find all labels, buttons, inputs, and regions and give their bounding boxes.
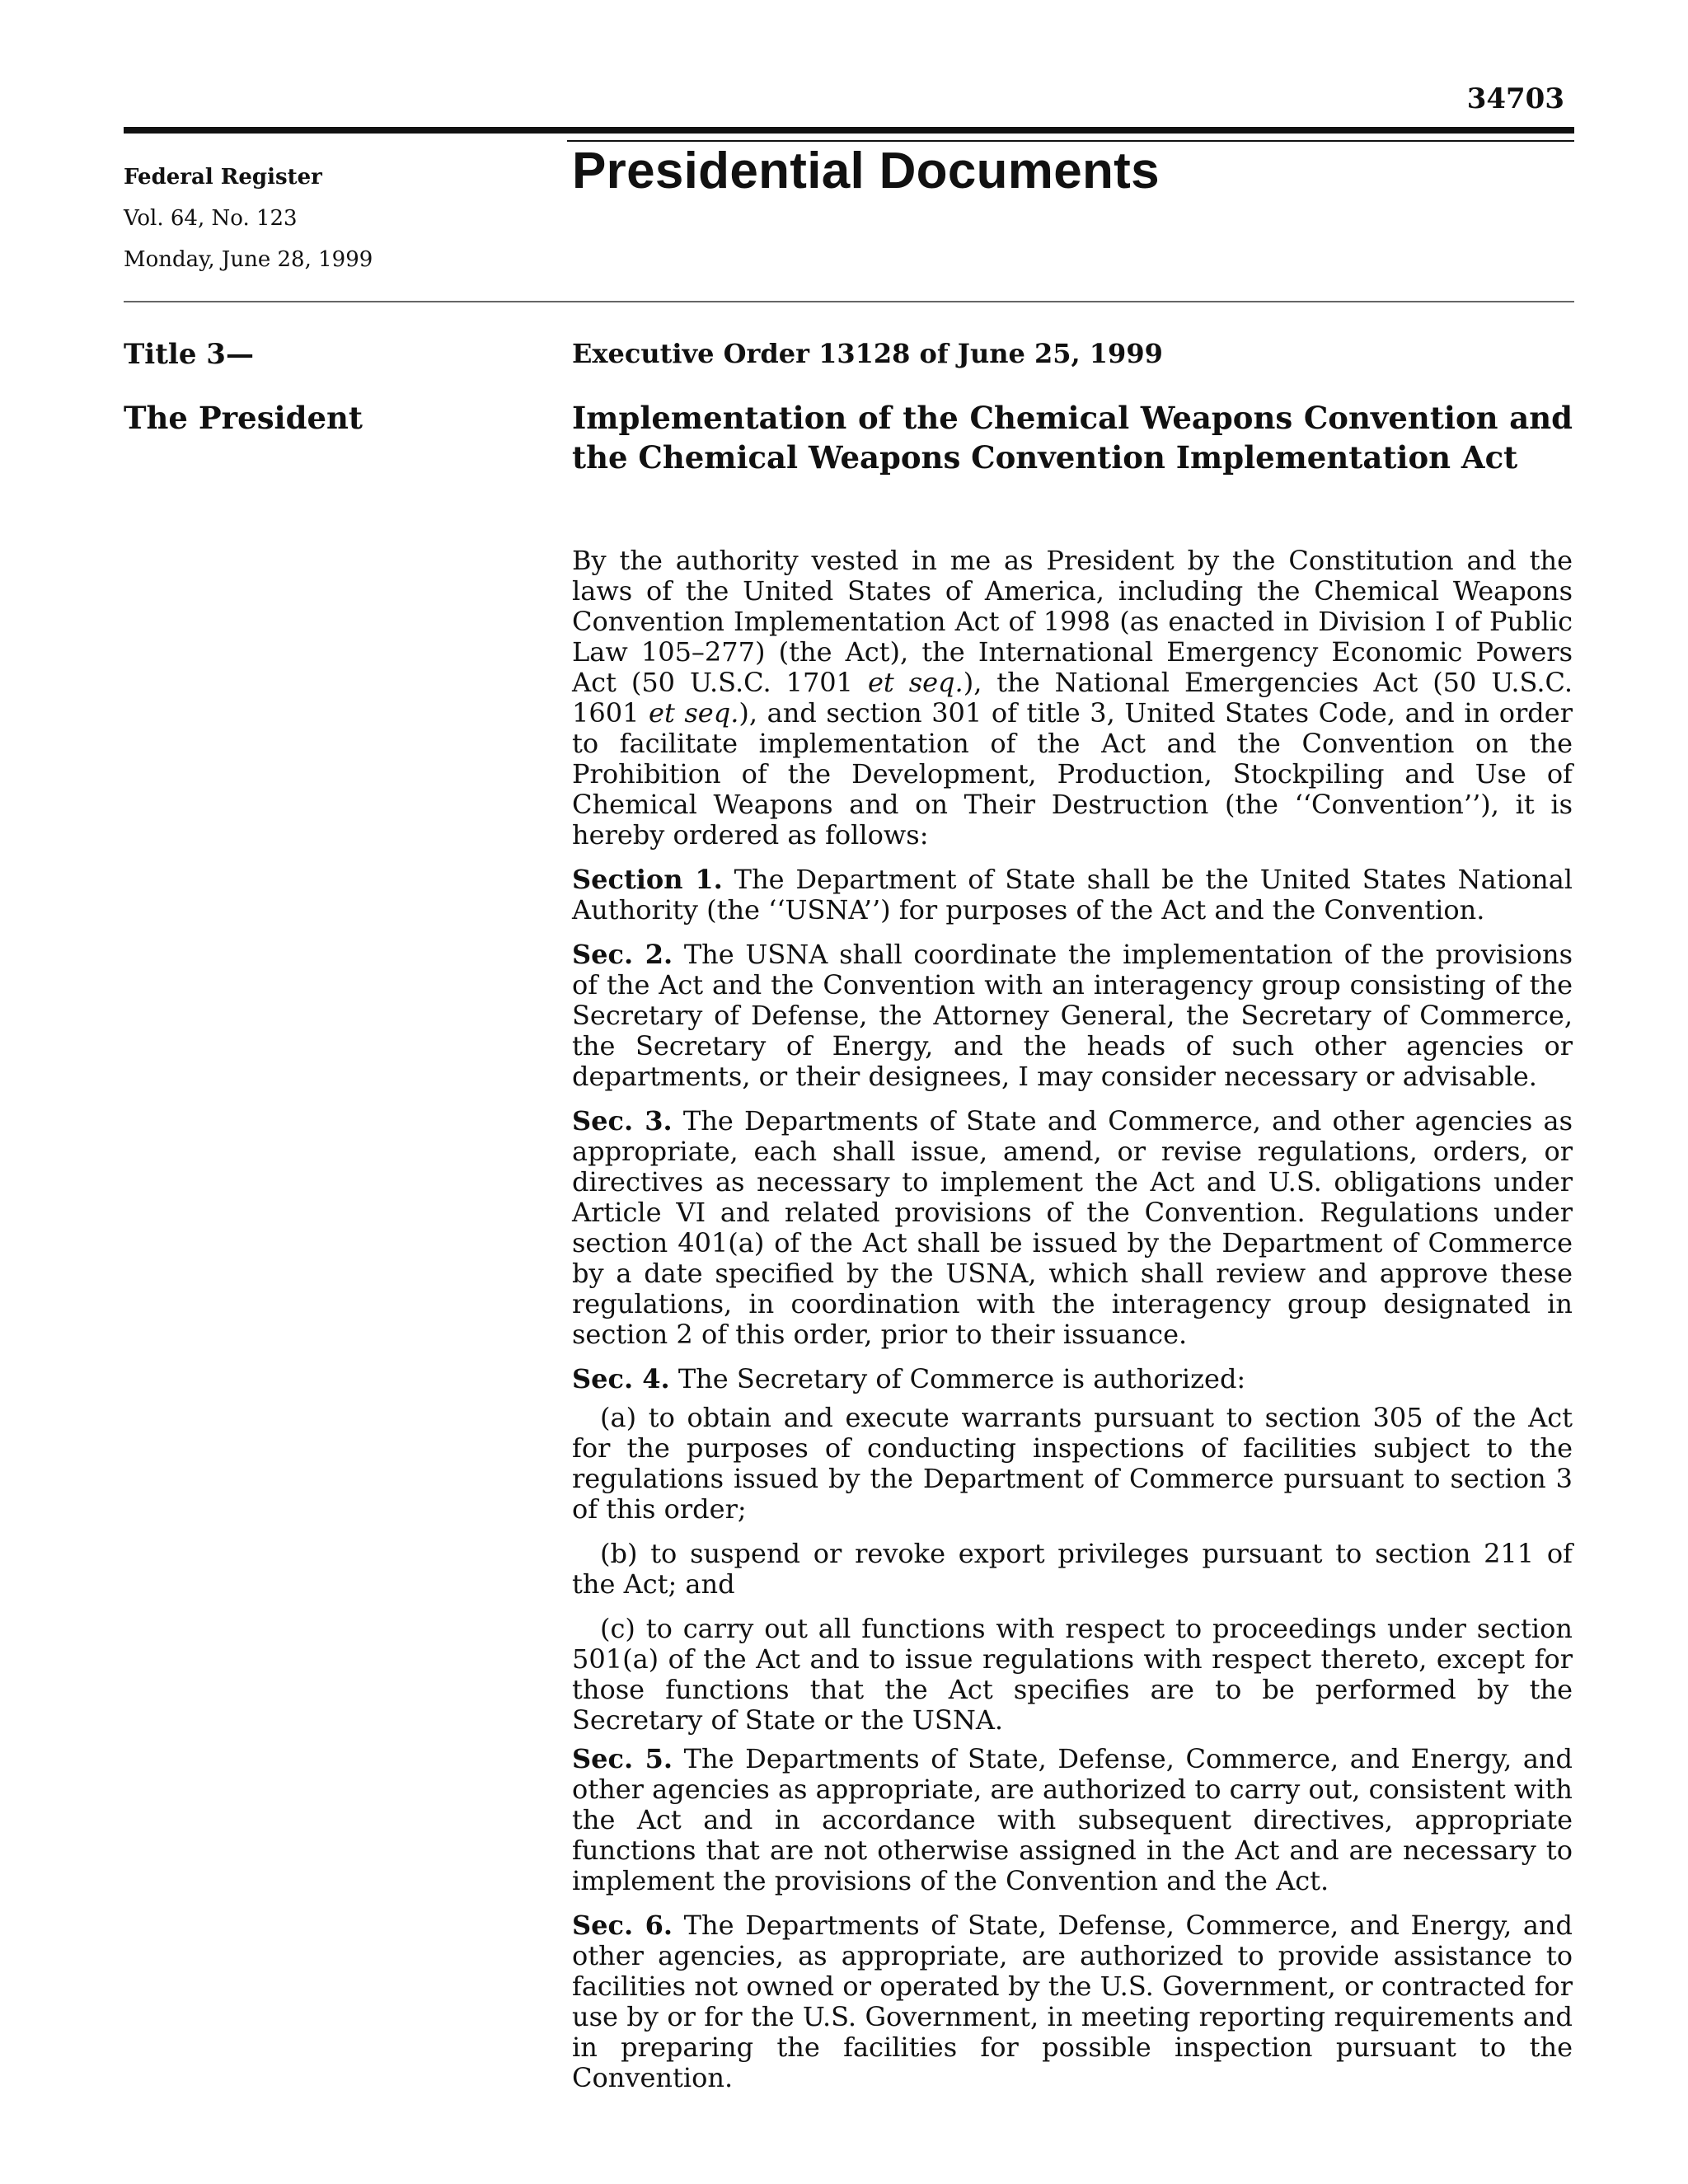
executive-order-heading: Implementation of the Chemical Weapons Convention and the Chemical Weapons Convention Implementation Act (572, 400, 1573, 476)
publication-date: Monday, June 28, 1999 (124, 247, 373, 272)
section-label: Section 1. (572, 864, 723, 895)
section-4: Sec. 4. The Secretary of Commerce is authorized: (572, 1363, 1246, 1394)
executive-order-number: Executive Order 13128 of June 25, 1999 (572, 338, 1163, 369)
page-number: 34703 (1466, 82, 1564, 115)
preamble-paragraph: By the authority vested in me as President by the Constitution and the laws of the United States of America, including the Chemical Weapons Convention Implementation Act of 1998 (as enacted in Division I of Public Law 105–277) (the Act), the International Emergency Economic Powers Act (50 U.S.C. 1701 et seq.), the National Emergencies Act (50 U.S.C. 1601 et seq.), and section 301 of title 3, United States Code, and in order to facilitate implementation of the Act and the Convention on the Prohibition of the Development, Production, Stockpiling and Use of Chemical Weapons and on Their Destruction (the ‘‘Convention’’), it is hereby ordered as follows: (572, 545, 1573, 851)
section-2: Sec. 2. The USNA shall coordinate the implementation of the provisions of the Act and the Convention with an interagency group consisting of the Secretary of Defense, the Attorney General, the Secretary of Commerce, the Secretary of Energy, and the heads of such other agencies or departments, or their designees, I may consider necessary or advisable. (572, 939, 1573, 1092)
order-body (572, 546, 1573, 2107)
section-4-clause-a: (a) to obtain and execute warrants pursuant to section 305 of the Act for the purposes of conducting inspections of facilities subject to the regulations issued by the Department of Commerce pursuant to section 3 of this order; (572, 1402, 1573, 1525)
title-subtitle: The President (124, 400, 363, 436)
section-label: Sec. 6. (572, 1910, 673, 1941)
section-label: Sec. 2. (572, 939, 673, 970)
masthead (124, 157, 503, 280)
header-rule-thick (124, 127, 1574, 134)
section-6: Sec. 6. The Departments of State, Defense, Commerce, and Energy, and other agencies, as appropriate, are authorized to provide assistance to facilities not owned or operated by the U.S. Government, or contracted for use by or for the U.S. Government, in meeting reporting requirements and in preparing the facilities for possible inspection pursuant to the Convention. (572, 1910, 1573, 2093)
title-label: Title 3— (124, 338, 254, 371)
section-5: Sec. 5. The Departments of State, Defense, Commerce, and Energy, and other agencies as appropriate, are authorized to carry out, consistent with the Act and in accordance with subsequent directives, appropriate functions that are not otherwise assigned in the Act and are necessary to implement the provisions of the Convention and the Act. (572, 1743, 1573, 1896)
section-label: Sec. 4. (572, 1363, 670, 1394)
section-1: Section 1. The Department of State shall be the United States National Authority (the ‘‘USNA’’) for purposes of the Act and the Convention. (572, 864, 1573, 926)
section-4-clause-c: (c) to carry out all functions with respect to proceedings under section 501(a) of the Act and to issue regulations with respect thereto, except for those functions that the Act specifies are to be performed by the Secretary of State or the USNA. (572, 1613, 1573, 1736)
section-4-clause-b: (b) to suspend or revoke export privileges pursuant to section 211 of the Act; and (572, 1538, 1573, 1600)
section-label: Sec. 3. (572, 1105, 673, 1137)
publication-name: Federal Register (124, 165, 322, 190)
section-title: Presidential Documents (572, 143, 1160, 199)
section-label: Sec. 5. (572, 1743, 673, 1774)
section-3: Sec. 3. The Departments of State and Commerce, and other agencies as appropriate, each shall issue, amend, or revise regulations, orders, or directives as necessary to implement the Act and U.S. obligations under Article VI and related provisions of the Convention. Regulations under section 401(a) of the Act shall be issued by the Department of Commerce by a date specified by the USNA, which shall review and approve these regulations, in coordination with the interagency group designated in section 2 of this order, prior to their issuance. (572, 1105, 1573, 1350)
volume-number: Vol. 64, No. 123 (124, 206, 298, 231)
masthead-divider (124, 301, 1574, 302)
